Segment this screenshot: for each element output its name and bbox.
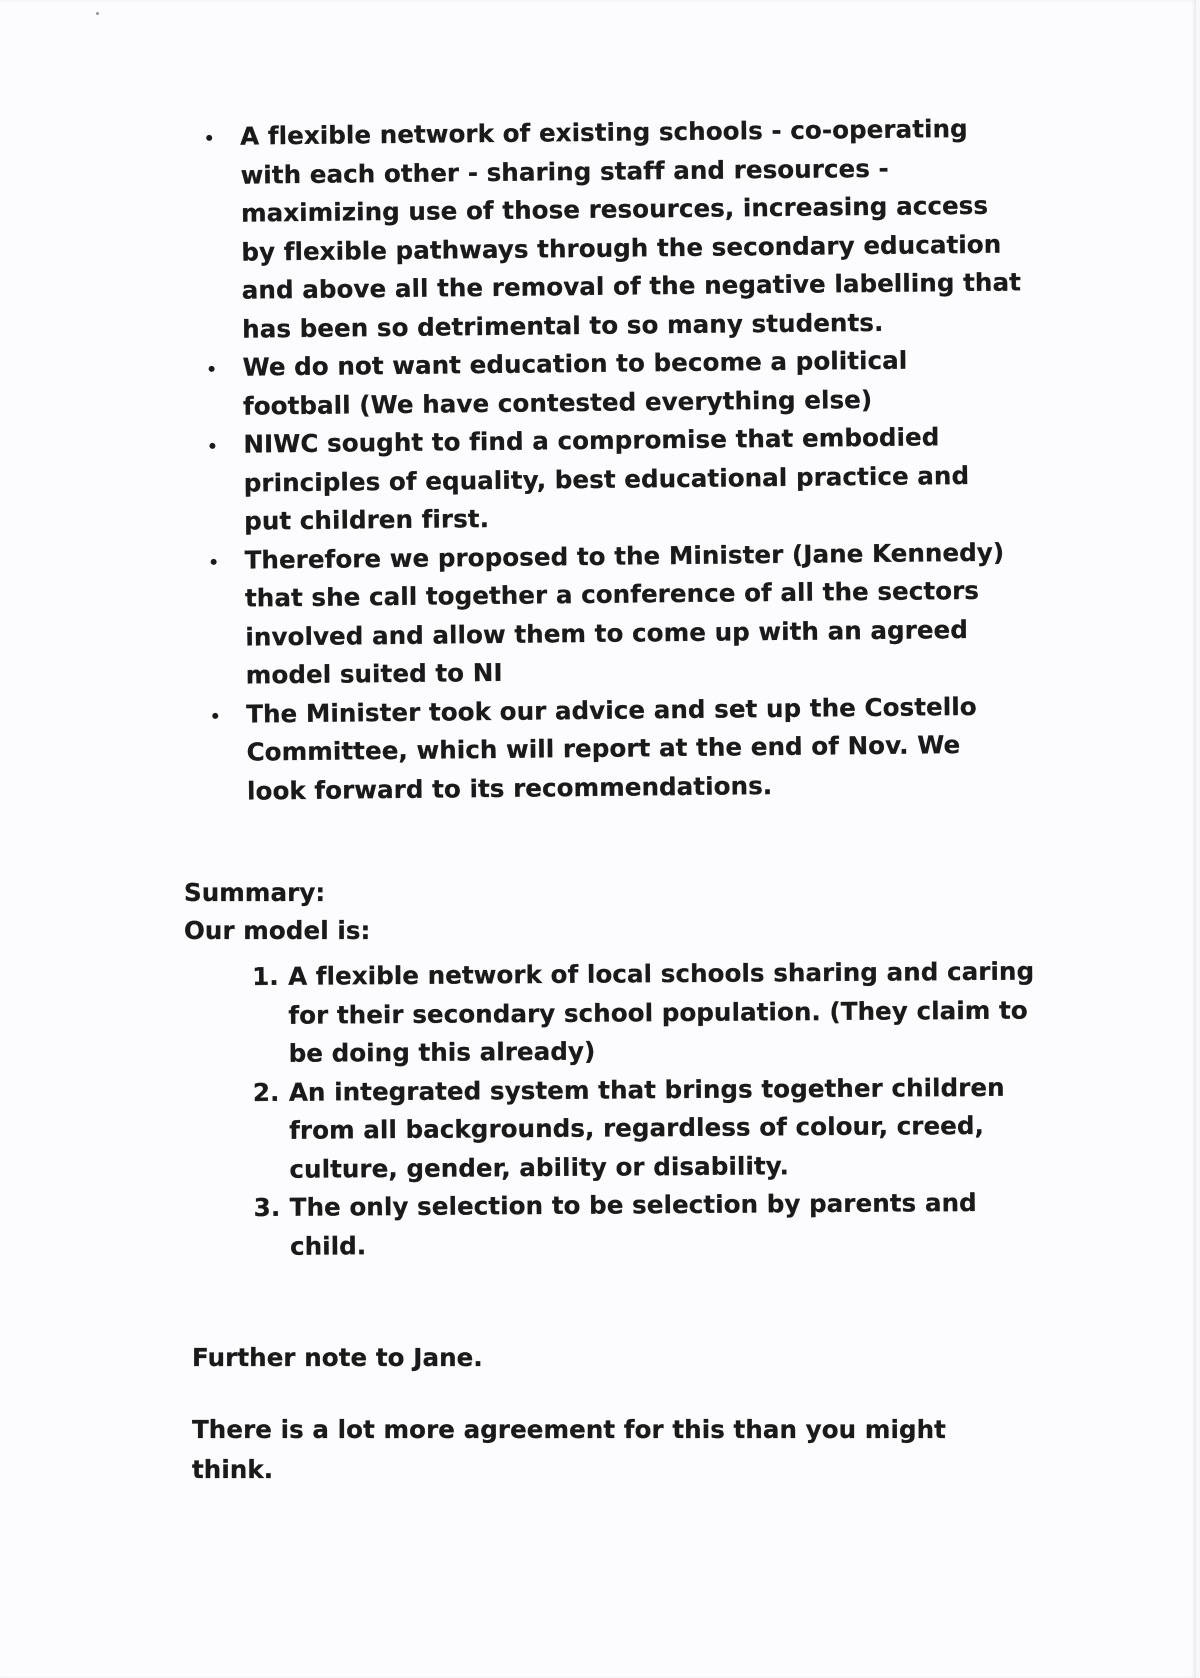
model-list-item [253,1068,1046,1189]
bullet-dot-icon [212,712,218,718]
model-list-item [254,1183,1047,1266]
bullet-text: We do not want education to become a political football (We have contested everything else) [242,345,908,421]
bullet-item [200,109,1022,349]
note-line-1: Further note to Jane. [192,1343,483,1372]
item-text: The only selection to be selection by parents and child. [289,1187,977,1261]
summary-section [184,874,1044,1266]
model-list [252,952,1046,1266]
bullet-text: Therefore we proposed to the Minister (Jane Kennedy) that she call together a conference of all the sectors involved and allow them to come up with an agreed model suited to NI [244,537,1005,690]
item-text: A flexible network of local schools sharing and caring for their secondary school population. (They claim to be doing this already) [288,956,1035,1068]
summary-intro: Our model is: [184,916,371,945]
item-number: 3. [253,1192,281,1222]
bullet-text: A flexible network of existing schools - co-operating with each other - sharing staff and resources - maximizing use of those resources, increasing access by flexible pathways through the secondary education and above all the removal of the negative labelling that has been so detrimental to so many students. [240,113,1022,344]
bullet-item [206,687,1027,811]
bullet-dot-icon [206,135,212,141]
item-number: 2. [252,1077,280,1107]
bullet-item [202,340,1023,426]
bullet-item [203,417,1024,541]
note-line-2: There is a lot more agreement for this than you might think. [192,1415,946,1484]
bullet-text: The Minister took our advice and set up the Costello Committee, which will report at the end of Nov. We look forward to its recommendations. [246,691,977,806]
note-section [192,1338,1012,1522]
item-number: 1. [252,961,279,991]
bullet-dot-icon [209,443,215,449]
bullet-list [200,109,1027,811]
bullet-text: NIWC sought to find a compromise that embodied principles of equality, best educational practice and put children first. [243,422,970,536]
item-text: An integrated system that brings together children from all backgrounds, regardless of colour, creed, culture, gender, ability or disability. [288,1072,1005,1184]
bullet-item [204,533,1026,696]
model-list-item [252,952,1045,1073]
bullet-dot-icon [209,366,215,372]
bullet-dot-icon [211,558,217,564]
summary-heading: Summary: [184,878,326,907]
